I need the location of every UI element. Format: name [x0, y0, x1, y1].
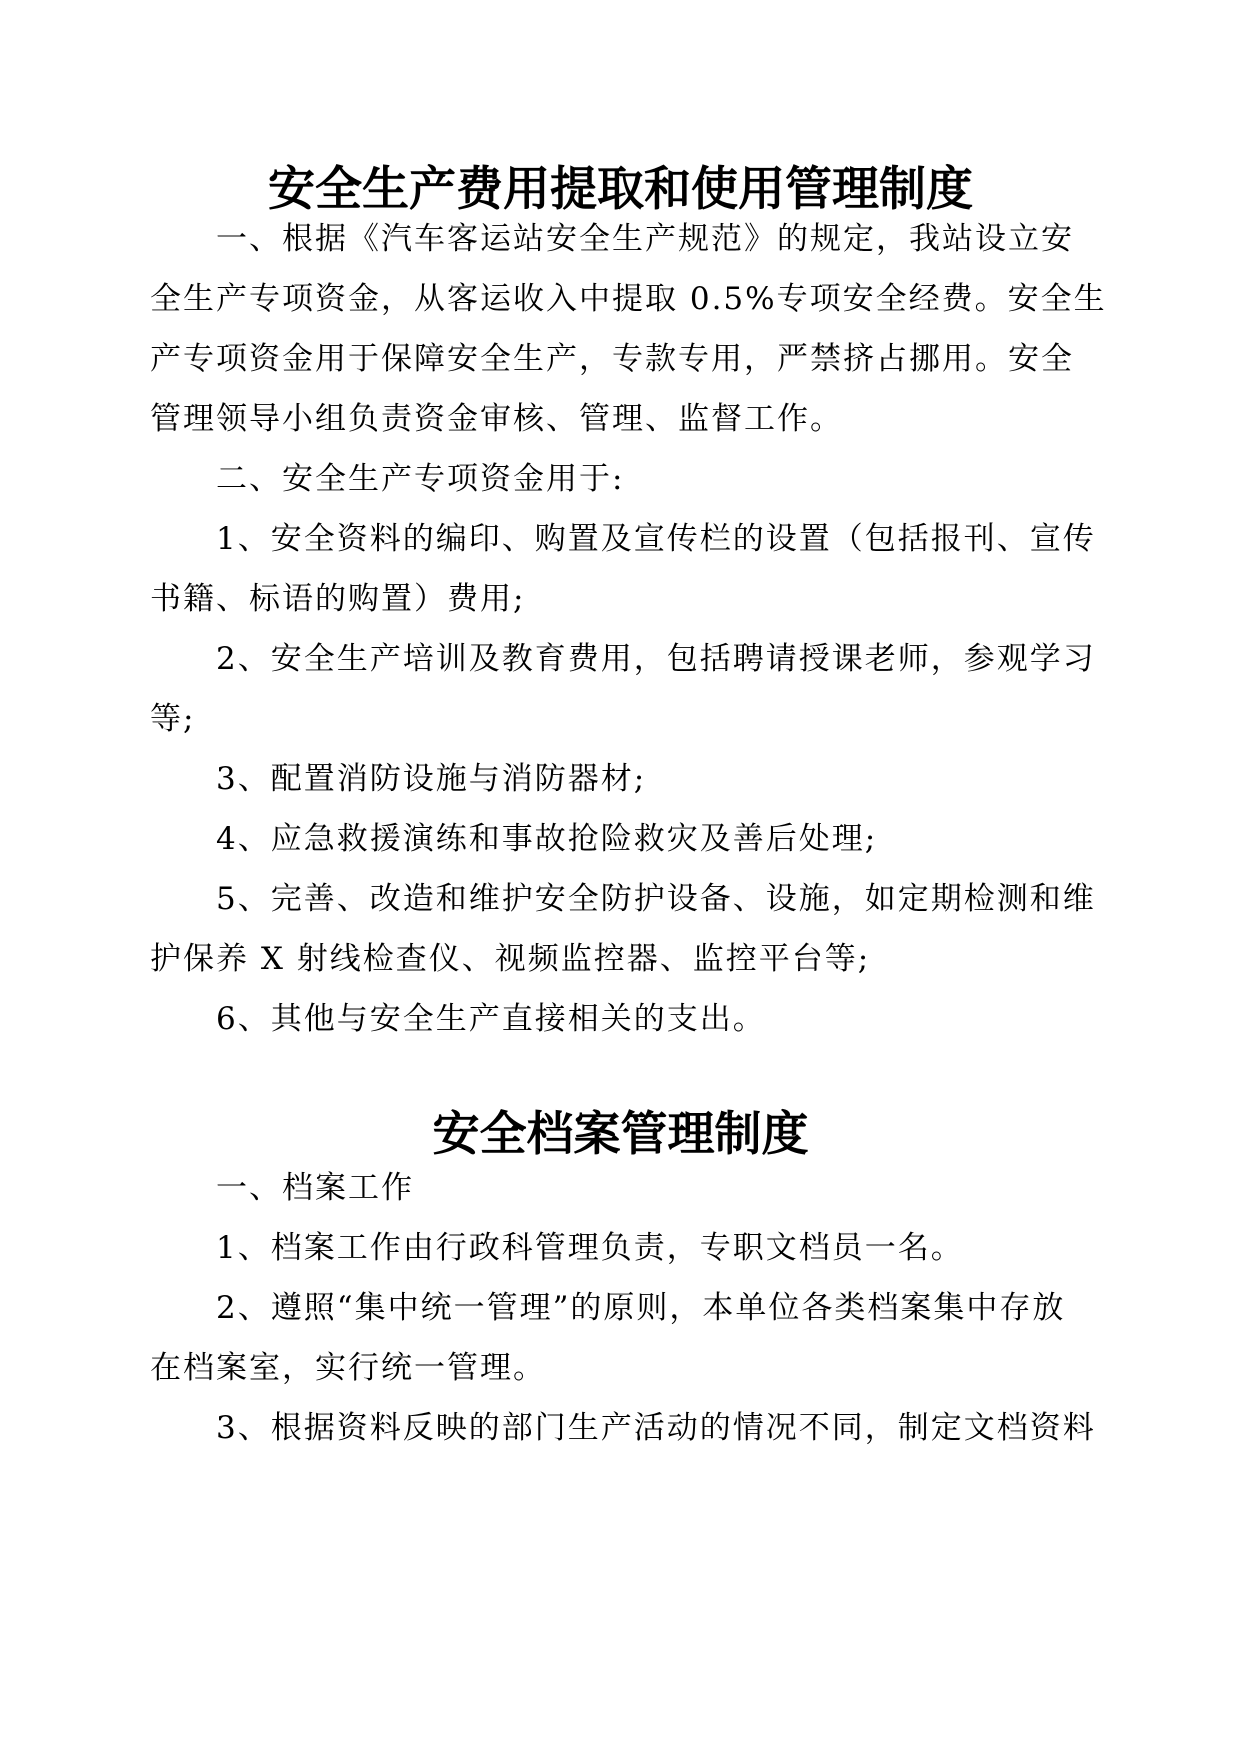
- section1-paragraph-line: 等;: [150, 701, 196, 737]
- section2-paragraph-line: 在档案室，实行统一管理。: [150, 1350, 546, 1386]
- section1-paragraph-line: 1、安全资料的编印、购置及宣传栏的设置（包括报刊、宣传: [216, 521, 1096, 557]
- section2-title: 安全档案管理制度: [432, 1107, 809, 1162]
- section1-paragraph-line: 4、应急救援演练和事故抢险救灾及善后处理;: [216, 821, 878, 857]
- section1-paragraph-line: 6、其他与安全生产直接相关的支出。: [216, 1001, 766, 1037]
- section1-paragraph-line: 产专项资金用于保障安全生产，专款专用，严禁挤占挪用。安全: [150, 341, 1074, 377]
- section1-paragraph-line: 一、根据《汽车客运站安全生产规范》的规定，我站设立安: [216, 221, 1074, 257]
- section1-paragraph-line: 管理领导小组负责资金审核、管理、监督工作。: [150, 401, 843, 437]
- section1-paragraph-line: 二、安全生产专项资金用于:: [216, 461, 625, 497]
- section1-paragraph-line: 5、完善、改造和维护安全防护设备、设施，如定期检测和维: [216, 881, 1096, 917]
- section2-paragraph-line: 1、档案工作由行政科管理负责，专职文档员一名。: [216, 1230, 964, 1266]
- section1-paragraph-line: 3、配置消防设施与消防器材;: [216, 761, 647, 797]
- section1-paragraph-line: 全生产专项资金，从客运收入中提取 0.5%专项安全经费。安全生: [150, 281, 1107, 317]
- section2-paragraph-line: 3、根据资料反映的部门生产活动的情况不同，制定文档资料: [216, 1410, 1096, 1446]
- section2-paragraph-line: 2、遵照“集中统一管理”的原则，本单位各类档案集中存放: [216, 1290, 1066, 1326]
- section1-title: 安全生产费用提取和使用管理制度: [268, 162, 973, 217]
- section1-paragraph-line: 2、安全生产培训及教育费用，包括聘请授课老师，参观学习: [216, 641, 1096, 677]
- section1-paragraph-line: 书籍、标语的购置）费用;: [150, 581, 526, 617]
- section1-paragraph-line: 护保养 X 射线检查仪、视频监控器、监控平台等;: [150, 941, 871, 977]
- section2-paragraph-line: 一、档案工作: [216, 1170, 414, 1206]
